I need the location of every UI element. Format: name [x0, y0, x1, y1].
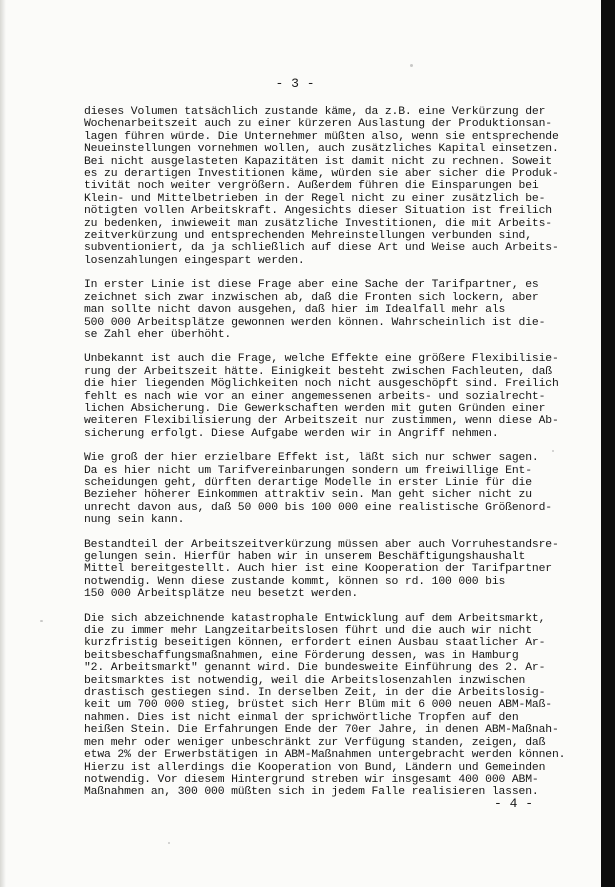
text-line: Da es hier nicht um Tarifvereinbarungen sondern um freiwillige Ent-	[84, 464, 532, 477]
text-line: subventioniert, da ja schließlich auf diese Art und Weise auch Arbeits-	[84, 242, 559, 255]
text-line: Unbekannt ist auch die Frage, welche Effekte eine größere Flexibilisie-	[84, 353, 559, 366]
paragraph	[84, 452, 566, 526]
text-line: nötigten vollen Arbeitskraft. Angesichts dieser Situation ist freilich	[84, 205, 552, 218]
paragraph	[84, 539, 566, 601]
text-line: Neueinstellungen vornehmen wollen, auch zusätzliches Kapital einsetzen.	[84, 143, 559, 156]
text-line: 150 000 Arbeitsplätze neu besetzt werden.	[84, 588, 359, 601]
scan-speck	[410, 64, 413, 67]
text-line: zeichnet sich zwar inzwischen ab, daß die Fronten sich lockern, aber	[84, 291, 539, 304]
text-line: Hierzu ist allerdings die Kooperation von Bund, Ländern und Gemeinden	[84, 761, 546, 774]
text-line: tivität noch weiter vergrößern. Außerdem führen die Einsparungen bei	[84, 180, 539, 193]
paragraph	[84, 353, 566, 440]
text-line: keit um 700 000 stieg, brüstet sich Herr Blüm mit 6 000 neuen ABM-Maß-	[84, 699, 552, 712]
text-line: Die sich abzeichnende katastrophale Entwicklung auf dem Arbeitsmarkt,	[84, 612, 546, 625]
text-line: dieses Volumen tatsächlich zustande käme, da z.B. eine Verkürzung der	[84, 106, 546, 118]
page-number: - 3 -	[275, 76, 315, 91]
text-line: man sollte nicht davon ausgehen, daß hier im Idealfall mehr als	[84, 304, 506, 317]
text-line: weiteren Flexibilisierung der Arbeitszeit nur zustimmen, wenn diese Ab-	[84, 415, 559, 428]
text-line: Bezieher höherer Einkommen attraktiv sein. Man geht sicher nicht zu	[84, 489, 532, 502]
text-line: zu bedenken, inwieweit man zusätzliche Investitionen, die mit Arbeits-	[84, 217, 552, 230]
text-line: heißen Stein. Die Erfahrungen Ende der 70er Jahre, in denen ABM-Maßnah-	[84, 724, 559, 737]
paragraph	[84, 106, 566, 267]
text-line: fehlt es nach wie vor an einer angemessenen arbeits- und sozialrecht-	[84, 390, 546, 403]
scan-speck	[552, 450, 554, 452]
text-line: Mittel bereitgestellt. Auch hier ist eine Kooperation der Tarifpartner	[84, 563, 552, 576]
text-line: scheidungen geht, dürften derartige Modelle in erster Linie für die	[84, 476, 532, 489]
text-line: 500 000 Arbeitsplätze gewonnen werden können. Wahrscheinlich ist die-	[84, 316, 546, 329]
scan-speck	[40, 620, 43, 622]
text-line: die zu immer mehr Langzeitarbeitslosen führt und die auch wir nicht	[84, 625, 532, 638]
text-line: unrecht davon aus, daß 50 000 bis 100 000 eine realistische Größenord-	[84, 501, 552, 514]
text-line: drastisch gestiegen sind. In derselben Zeit, in der die Arbeitslosig-	[84, 687, 546, 700]
paragraph	[84, 279, 566, 341]
text-line: zeitverkürzung und entsprechenden Mehreinstellungen verbunden sind,	[84, 230, 532, 243]
scan-speck	[168, 842, 170, 844]
text-line: rung der Arbeitszeit hätte. Einigkeit besteht zwischen Fachleuten, daß	[84, 365, 552, 378]
text-line: beitsbeschaffungsmaßnahmen, eine Förderung dessen, was in Hamburg	[84, 649, 519, 662]
text-line: etwa 2% der Erwerbstätigen in ABM-Maßnahmen untergebracht werden können.	[84, 749, 566, 762]
text-line: men mehr oder weniger unbeschränkt zur Verfügung standen, zeigen, daß	[84, 736, 546, 749]
text-line: kurzfristig beseitigen können, erfordert einen Ausbau staatlicher Ar-	[84, 637, 546, 650]
text-line: "2. Arbeitsmarkt" genannt wird. Die bundesweite Einführung des 2. Ar-	[84, 662, 546, 675]
text-line: Klein- und Mittelbetrieben in der Regel nicht zu einer zusätzlich be-	[84, 192, 546, 205]
text-line: losenzahlungen eingespart werden.	[84, 254, 305, 267]
footer-page-mark: - 4 -	[494, 796, 534, 811]
text-line: beitsmarktes ist notwendig, weil die Arbeitslosenzahlen inzwischen	[84, 674, 526, 687]
text-line: Bei nicht ausgelasteten Kapazitäten ist damit nicht zu rechnen. Soweit	[84, 155, 552, 168]
text-line: die hier liegenden Möglichkeiten noch nicht ausgeschöpft sind. Freilich	[84, 378, 559, 391]
text-line: sicherung erfolgt. Diese Aufgabe werden wir in Angriff nehmen.	[84, 427, 499, 440]
text-line: lichen Absicherung. Die Gewerkschaften werden mit guten Gründen einer	[84, 402, 546, 415]
text-line: notwendig. Wenn diese zustande kommt, können so rd. 100 000 bis	[84, 575, 506, 588]
text-line: nahmen. Dies ist nicht einmal der sprichwörtliche Tropfen auf den	[84, 711, 519, 724]
text-line: notwendig. Vor diesem Hintergrund streben wir insgesamt 400 000 ABM-	[84, 773, 539, 786]
paragraph	[84, 613, 566, 799]
text-line: nung sein kann.	[84, 514, 185, 527]
text-line: Maßnahmen an, 300 000 müßten sich in jedem Falle realisieren lassen.	[84, 786, 539, 799]
text-line: gelungen sein. Hierfür haben wir in unserem Beschäftigungshaushalt	[84, 551, 526, 563]
text-line: Wie groß der hier erzielbare Effekt ist, läßt sich nur schwer sagen.	[84, 452, 539, 465]
text-line: In erster Linie ist diese Frage aber eine Sache der Tarifpartner, es	[84, 279, 539, 292]
body-text	[84, 106, 566, 811]
text-line: Wochenarbeitszeit auch zu einer kürzeren Auslastung der Produktionsan-	[84, 118, 552, 131]
text-line: Bestandteil der Arbeitszeitverkürzung müssen aber auch Vorruhestandsre-	[84, 538, 559, 551]
text-line: lagen führen würde. Die Unternehmer müßten also, wenn sie entsprechende	[84, 130, 559, 143]
text-line: es zu derartigen Investitionen käme, würden sie aber sicher die Produk-	[84, 168, 559, 181]
text-line: se Zahl eher überhöht.	[84, 328, 232, 341]
